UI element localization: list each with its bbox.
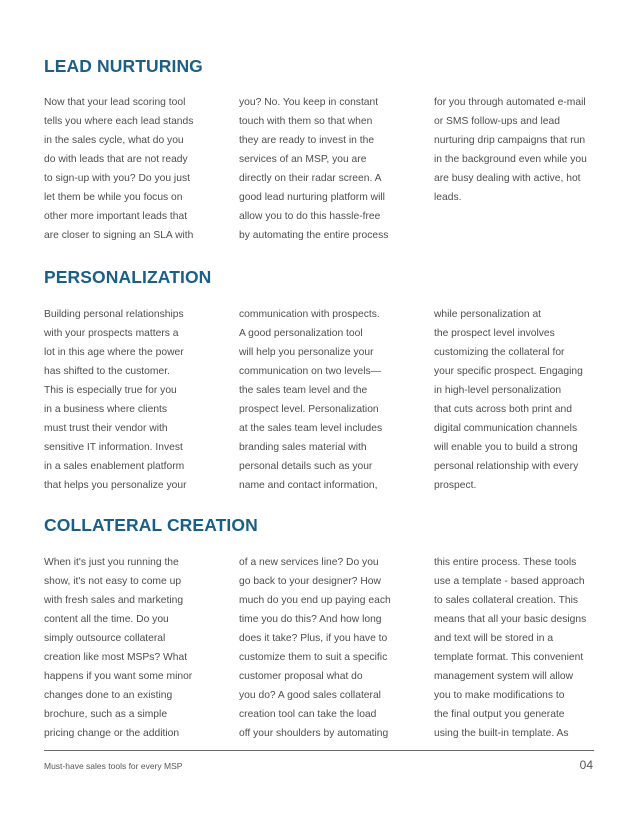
footer-document-title: Must-have sales tools for every MSP bbox=[44, 761, 183, 771]
section-title: LEAD NURTURING bbox=[44, 56, 203, 76]
text-column-2: communication with prospects. A good personalization tool will help you personalize your communication on two levels— the sales team level and the prospect level. Personalization at the sales team level includes branding sales material with personal details such as your name and contact information, bbox=[239, 309, 383, 491]
text-column-1: When it's just you running the show, it's not easy to come up with fresh sales and marketing content all the time. Do you simply outsource collateral creation like most MSPs? What happens if you want some minor changes done to an existing brochure, such as a simple pricing change or the addition bbox=[44, 557, 193, 739]
section-title: PERSONALIZATION bbox=[44, 267, 212, 287]
section-columns bbox=[44, 305, 600, 495]
text-column-3: this entire process. These tools use a template - based approach to sales collateral creation. This means that all your basic designs and text will be stored in a template format. This convenient management system will allow you to make modifications to the final output you generate using the built-in template. As bbox=[434, 557, 587, 739]
section-collateral-creation bbox=[44, 515, 600, 739]
text-column-1: Now that your lead scoring tool tells you where each lead stands in the sales cycle, what do you do with leads that are not ready to sign-up with you? Do you just let them be while you focus on other more important leads that are closer to signing an SLA with bbox=[44, 97, 194, 241]
section-personalization bbox=[44, 267, 600, 491]
text-column-2: you? No. You keep in constant touch with them so that when they are ready to invest in the services of an MSP, you are directly on their radar screen. A good lead nurturing platform will allow you to do this hassle-free by automating the entire process bbox=[239, 97, 389, 241]
text-column-3: for you through automated e-mail or SMS follow-ups and lead nurturing drip campaigns that run in the background even while you are busy dealing with active, hot leads. bbox=[434, 97, 587, 203]
text-column-3: while personalization at the prospect level involves customizing the collateral for your specific prospect. Engaging in high-level personalization that cuts across both print and digital communication channels will enable you to build a strong personal relationship with every prospect. bbox=[434, 309, 583, 491]
text-column-1: Building personal relationships with your prospects matters a lot in this age where the power has shifted to the customer. This is especially true for you in a business where clients must trust their vendor with sensitive IT information. Invest in a sales enablement platform that helps you personalize your bbox=[44, 309, 187, 491]
page-number: 04 bbox=[579, 758, 593, 772]
section-lead-nurturing bbox=[44, 56, 600, 241]
footer-divider bbox=[44, 750, 594, 751]
section-columns bbox=[44, 93, 600, 245]
section-title: COLLATERAL CREATION bbox=[44, 515, 258, 535]
text-column-2: of a new services line? Do you go back to your designer? How much do you end up paying each time you do this? And how long does it take? Plus, if you have to customize them to suit a specific customer proposal what do you do? A good sales collateral creation tool can take the load off your shoulders by automating bbox=[239, 557, 391, 739]
section-columns bbox=[44, 553, 600, 743]
